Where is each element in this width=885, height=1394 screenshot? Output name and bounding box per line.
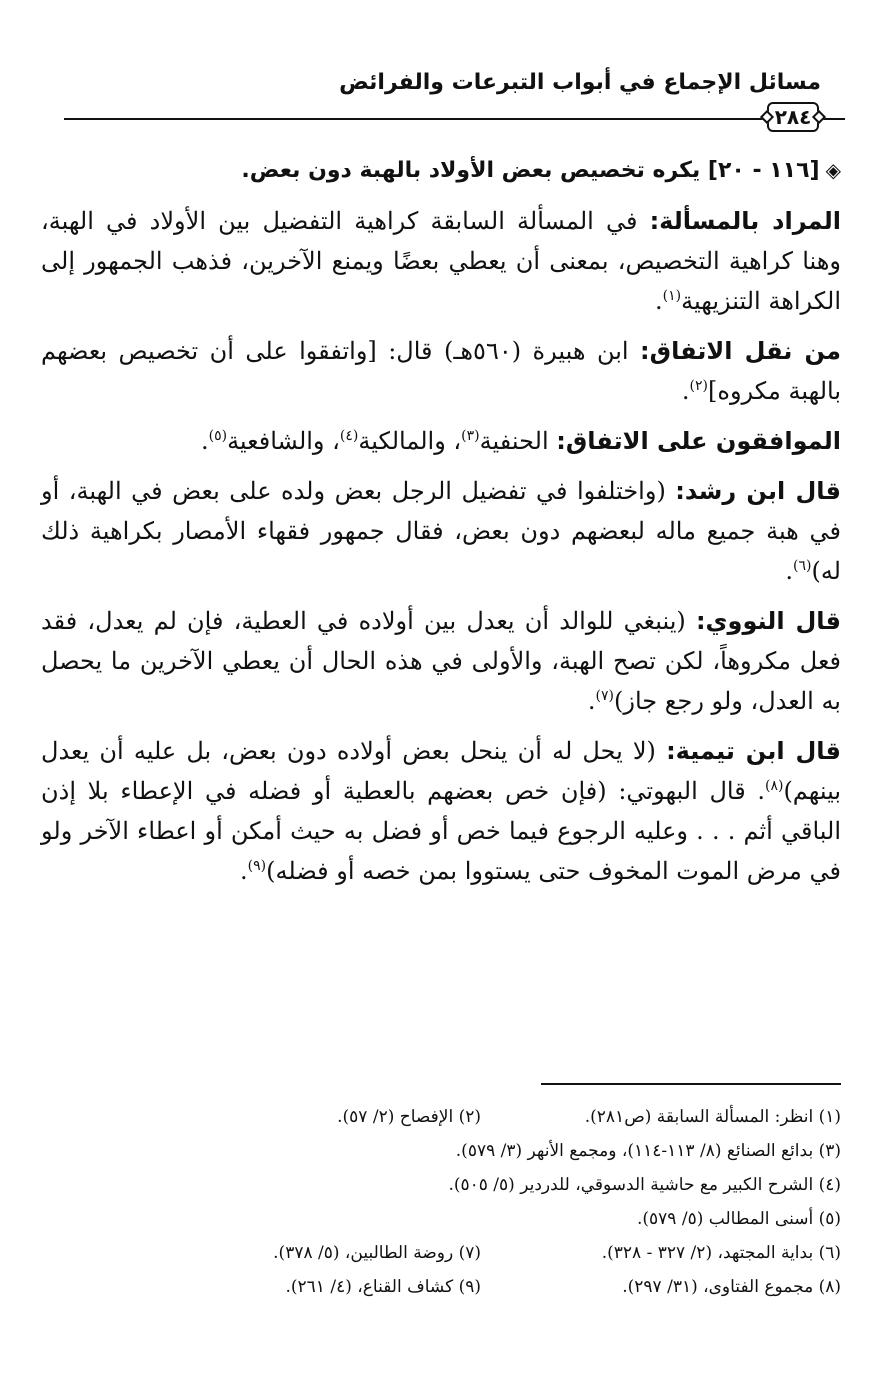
paragraph-text: الحنفية <box>479 427 557 455</box>
footnotes <box>61 1100 841 1304</box>
paragraph-lead: قال ابن تيمية: <box>666 737 841 765</box>
footnote-row <box>61 1134 841 1168</box>
paragraph-meaning <box>41 201 841 321</box>
paragraph-ibn-taymiyya <box>41 731 841 891</box>
footnote-ref: (٢) <box>689 378 709 394</box>
page-number <box>763 101 823 133</box>
footnote-8: (٨) مجموع الفتاوى، (٣١/ ٢٩٧). <box>622 1277 841 1297</box>
paragraph-tail: ، والمالكية <box>358 427 462 455</box>
diamond-icon: ◈ <box>825 158 841 182</box>
footnote-4: (٤) الشرح الكبير مع حاشية الدسوقي، للدردير (٥/ ٥٠٥). <box>448 1175 841 1195</box>
paragraph-tail: . <box>655 287 663 315</box>
footnotes-rule <box>541 1083 841 1085</box>
page-number-label: ٢٨٤ <box>767 102 820 132</box>
footnote-6: (٦) بداية المجتهد، (٢/ ٣٢٧ - ٣٢٨). <box>601 1243 841 1263</box>
footnote-ref: (٣) <box>461 428 480 444</box>
paragraph-lead: الموافقون على الاتفاق: <box>556 427 841 455</box>
paragraph-agreeing-schools <box>41 421 841 461</box>
paragraph-nawawi <box>41 601 841 721</box>
footnote-5: (٥) أسنى المطالب (٥/ ٥٧٩). <box>637 1209 841 1229</box>
paragraph-text: ابن هبيرة (٥٦٠هـ) قال: [واتفقوا على أن تخصيص بعضهم بالهبة مكروه] <box>41 337 841 405</box>
header-rule <box>64 118 765 120</box>
paragraph-tail: . <box>587 687 596 715</box>
paragraph-lead: من نقل الاتفاق: <box>640 337 842 365</box>
footnote-row <box>61 1100 841 1134</box>
footnote-ref: (٤) <box>339 428 359 444</box>
paragraph-ibn-rushd <box>41 471 841 591</box>
paragraph-tail: . <box>200 427 209 455</box>
footnote-ref: (٥) <box>208 428 228 444</box>
paragraph-tail: ، والشافعية <box>227 427 340 455</box>
paragraph-tail: . <box>785 557 793 585</box>
paragraph-lead: المراد بالمسألة: <box>649 207 841 235</box>
footnote-2: (٢) الإفصاح (٢/ ٥٧). <box>337 1107 481 1127</box>
footnote-ref: (٦) <box>792 558 812 574</box>
footnote-3: (٣) بدائع الصنائع (٨/ ١١٣-١١٤)، ومجمع الأنهر (٣/ ٥٧٩). <box>455 1141 841 1161</box>
footnote-1: (١) انظر: المسألة السابقة (ص٢٨١). <box>584 1107 841 1127</box>
paragraph-consensus-source <box>41 331 841 411</box>
paragraph-text: (ينبغي للوالد أن يعدل بين أولاده في العطية، فإن لم يعدل، فقد فعل مكروهاً، لكن تصح الهبة، والأولى في هذه الحال أن يعطي الآخرين ما يحصل به العدل، ولو رجع جاز) <box>41 607 842 715</box>
issue-title <box>41 150 841 191</box>
footnote-7: (٧) روضة الطالبين، (٥/ ٣٧٨). <box>273 1243 481 1263</box>
footnote-ref: (١) <box>662 288 682 304</box>
footnote-9: (٩) كشاف القناع، (٤/ ٢٦١). <box>285 1277 481 1297</box>
paragraph-tail: . قال البهوتي: (فإن خص بعضهم بالعطية أو فضله في الإعطاء بلا إذن الباقي أثم . . . وعليه الرجوع فيما خص أو فضل به حيث أمكن أو اعطاء الآخر ولو في مرض الموت المخوف حتى يستووا بمن خصه أو فضله) <box>41 777 842 885</box>
footnote-row <box>61 1236 841 1270</box>
paragraph-tail: . <box>681 377 690 405</box>
footnote-row <box>61 1270 841 1304</box>
running-header: مسائل الإجماع في أبواب التبرعات والفرائض <box>339 70 821 95</box>
paragraph-text: (لا يحل له أن ينحل بعض أولاده دون بعض، بل عليه أن يعدل بينهم) <box>41 737 841 805</box>
paragraph-lead: قال النووي: <box>695 607 841 635</box>
main-text <box>41 150 841 901</box>
header-rule-end <box>823 118 845 120</box>
paragraph-lead: قال ابن رشد: <box>675 477 841 505</box>
paragraph-text: (واختلفوا في تفضيل الرجل بعض ولده على بعض في الهبة، أو في هبة جميع ماله لبعضهم دون بعض، فقال جمهور فقهاء الأمصار بكراهية ذلك له) <box>41 477 841 585</box>
footnote-ref: (٩) <box>247 858 267 874</box>
footnote-ref: (٧) <box>595 688 614 704</box>
footnote-row <box>61 1202 841 1236</box>
paragraph-tail: . <box>240 857 248 885</box>
footnote-ref: (٨) <box>764 778 784 794</box>
paragraph-text: في المسألة السابقة كراهية التفضيل بين الأولاد في الهبة، وهنا كراهية التخصيص، بمعنى أن يعطي بعضًا ويمنع الآخرين، فذهب الجمهور إلى الكراهة التنزيهية <box>41 207 841 315</box>
footnote-row <box>61 1168 841 1202</box>
issue-title-text: [١١٦ - ٢٠] يكره تخصيص بعض الأولاد بالهبة دون بعض. <box>241 158 820 183</box>
